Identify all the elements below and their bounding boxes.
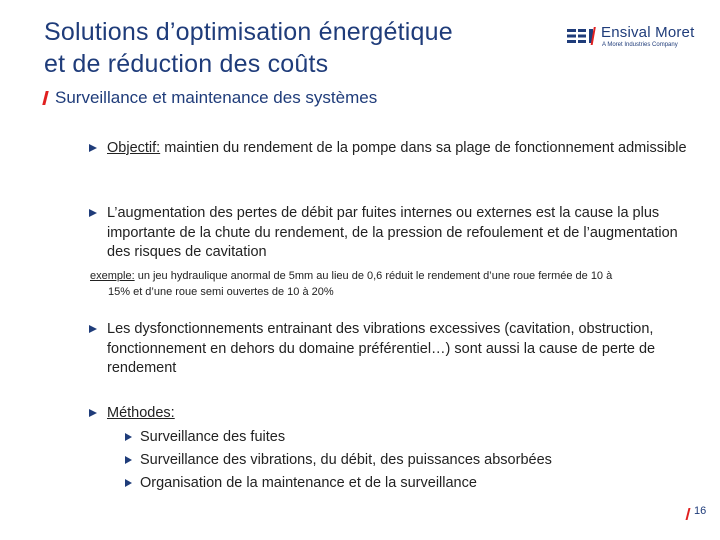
method-item: Surveillance des fuites [125,427,285,447]
logo-name: Ensival Moret [601,24,695,41]
method-item: Organisation de la maintenance et de la surveillance [125,473,477,493]
example-label: exemple: [90,270,135,282]
objective-label: Objectif: [107,140,161,156]
red-slash-icon [42,91,48,105]
bullet-triangle-icon [89,325,97,333]
slide-title [44,16,564,80]
bullet-triangle-icon [125,479,132,487]
page-number: 16 [694,505,707,517]
leakage-text: L’augmentation des pertes de débit par fuites internes ou externes est la cause la plus importante de la chute du rendement, de la pression de refoulement et de l’augmentation des risques de cavitation [107,205,678,260]
method-item: Surveillance des vibrations, du débit, des puissances absorbées [125,450,552,470]
bullet-methods [89,404,687,424]
bullet-triangle-icon [125,433,132,441]
logo-tagline: A Moret Industries Company [602,42,678,48]
company-logo [567,24,715,54]
bullet-objective [89,139,687,159]
section-heading-text: Surveillance et maintenance des systèmes [55,88,378,107]
example-text-line1: un jeu hydraulique anormal de 5mm au lieu de 0,6 réduit le rendement d’une roue fermée de 10 à [134,270,613,282]
objective-text: maintien du rendement de la pompe dans sa plage de fonctionnement admissible [160,140,687,156]
example-note [90,268,690,300]
dysfunctions-text: Les dysfonctionnements entrainant des vibrations excessives (cavitation, obstruction, fonctionnement en dehors du domaine préférentiel…) sont aussi la cause de perte de rendement [107,321,656,376]
bullet-leakage [89,204,687,263]
bullet-triangle-icon [89,409,97,417]
methods-label: Méthodes: [107,405,175,421]
ensival-moret-logo-icon [567,26,597,46]
title-line-2: et de réduction des coûts [44,50,329,78]
bullet-triangle-icon [89,209,97,217]
red-slash-icon [686,508,691,520]
bullet-triangle-icon [125,456,132,464]
bullet-triangle-icon [89,144,97,152]
title-line-1: Solutions d’optimisation énergétique [44,18,453,46]
example-text-line2: 15% et d’une roue semi ouvertes de 10 à 20% [108,286,334,298]
bullet-dysfunctions [89,320,687,379]
section-heading [44,88,377,108]
